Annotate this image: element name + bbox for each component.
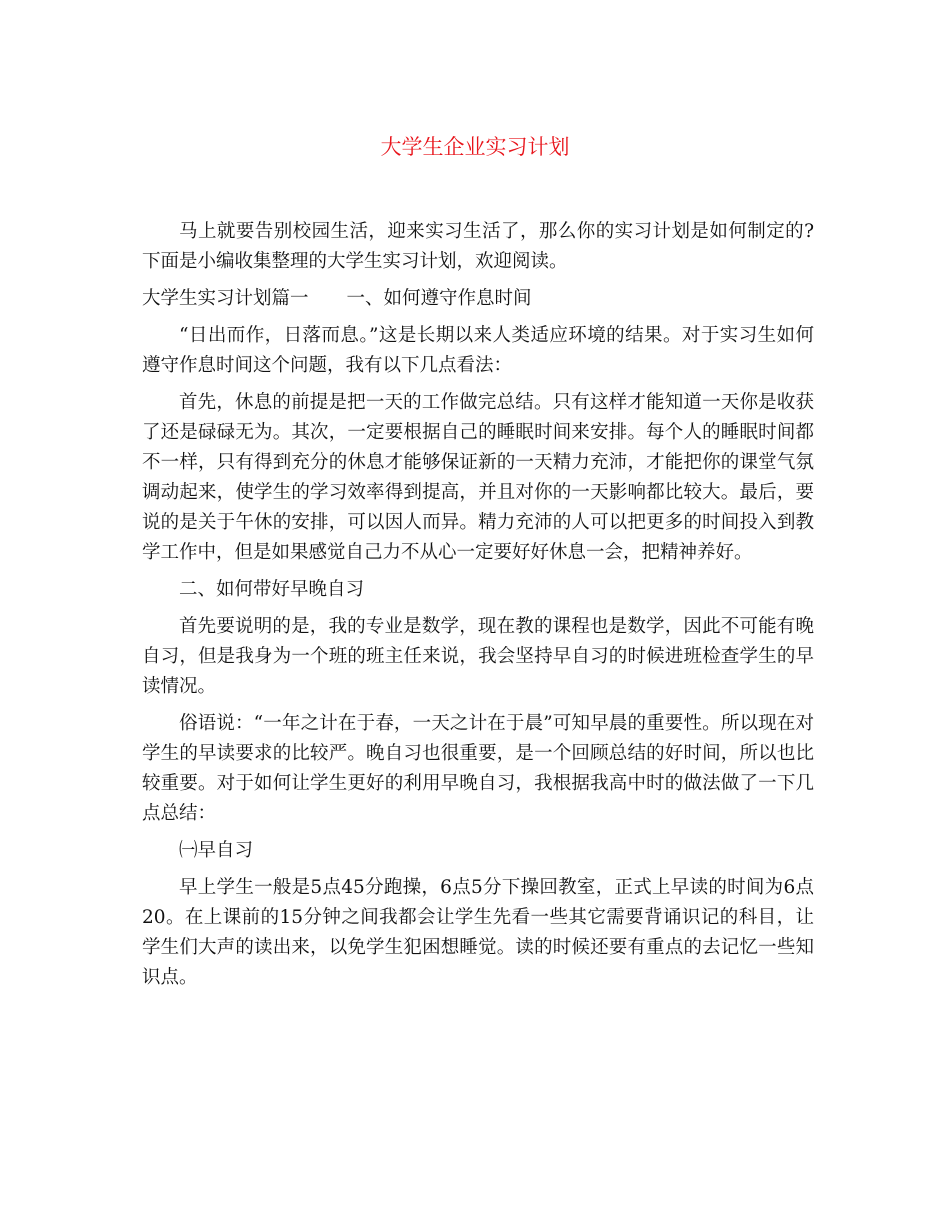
section-heading-1: 一、如何遵守作息时间 — [346, 288, 532, 309]
paragraph-2: 首先，休息的前提是把一天的工作做完总结。只有这样才能知道一天你是收获了还是碌碌无为。其次，一定要根据自己的睡眠时间来安排。每个人的睡眠时间都不一样，只有得到充分的休息才能够保证新的一天精力充沛，才能把你的课堂气氛调动起来，使学生的学习效率得到提高，并且对你的一天影响都比较大。最后，要说的是关于午休的安排，可以因人而异。精力充沛的人可以把更多的时间投入到教学工作中，但是如果感觉自己力不从心一定要好好休息一会，把精神养好。 — [142, 392, 814, 563]
section-heading-2: 二、如何带好早晚自习 — [179, 579, 365, 600]
subsection-heading: ㈠早自习 — [179, 840, 254, 861]
section-heading-line — [142, 284, 814, 314]
intro-paragraph: 马上就要告别校园生活，迎来实习生活了，那么你的实习计划是如何制定的?下面是小编收集整理的大学生实习计划，欢迎阅读。 — [142, 221, 814, 272]
paragraph-5: 早上学生一般是5点45分跑操，6点5分下操回教室，正式上早读的时间为6点20。在上课前的15分钟之间我都会让学生先看一些其它需要背诵识记的科目，让学生们大声的读出来，以免学生犯困想睡觉。读的时候还要有重点的去记忆一些知识点。 — [142, 877, 814, 988]
document-body — [142, 217, 814, 1000]
paragraph-4: 俗语说：“一年之计在于春，一天之计在于晨”可知早晨的重要性。所以现在对学生的早读要求的比较严。晚自习也很重要，是一个回顾总结的好时间，所以也比较重要。对于如何让学生更好的利用早晚自习，我根据我高中时的做法做了一下几点总结： — [142, 713, 814, 824]
document-title: 大学生企业实习计划 — [380, 135, 570, 159]
section-label: 大学生实习计划篇一 — [142, 288, 309, 309]
paragraph-3: 首先要说明的是，我的专业是数学，现在教的课程也是数学，因此不可能有晚自习，但是我身为一个班的班主任来说，我会坚持早自习的时候进班检查学生的早读情况。 — [142, 616, 814, 697]
paragraph-1: “日出而作，日落而息。”这是长期以来人类适应环境的结果。对于实习生如何遵守作息时间这个问题，我有以下几点看法： — [142, 325, 814, 376]
